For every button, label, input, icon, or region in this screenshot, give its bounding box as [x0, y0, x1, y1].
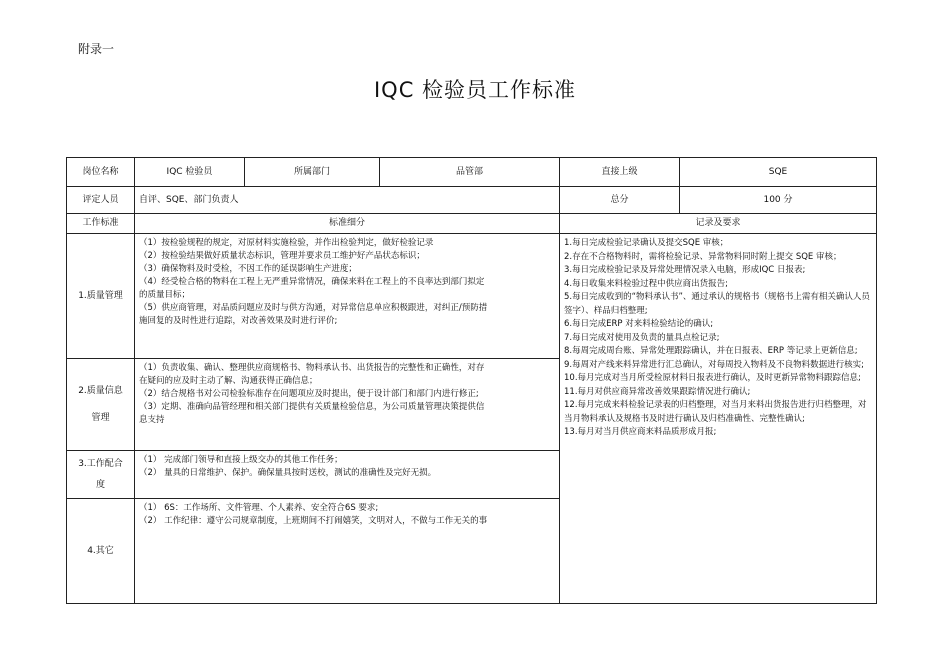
dept-value: 品管部 — [380, 158, 560, 187]
detail-item: （3）定期、准确向品管经理和相关部门提供有关质量检验信息，为公司质量管理决策提供信 — [139, 402, 485, 412]
category-cell — [67, 451, 135, 499]
total-value: 100 分 — [680, 187, 877, 214]
category-cell — [67, 359, 135, 451]
record-item: 4.每日收集来料检验过程中供应商出货报告; — [564, 278, 728, 289]
col-details: 标准细分 — [135, 214, 560, 234]
detail-item: （1）负责收集、确认、整理供应商规格书、物料承认书、出货报告的完整性和正确性，对存 — [139, 363, 485, 373]
category-cell: 1.质量管理 — [67, 234, 135, 359]
category-cell: 4.其它 — [67, 499, 135, 604]
record-item: 10.每月完成对当月所受检原材料日报表进行确认，及时更新异常物料跟踪信息; — [564, 373, 861, 383]
detail-item: （2） 工作纪律：遵守公司规章制度，上班期间不打闹嬉笑，文明对人，不做与工作无关的事 — [139, 516, 488, 526]
record-item: 12.每月完成来料检验记录表的归档整理，对当月来料出货报告进行归档整理，对当月物料承认及规格书及时进行确认及归档准确性、完整性确认; — [564, 400, 867, 424]
record-item: 5.每日完成收到的“物料承认书”、通过承认的规格书（规格书上需有相关确认人员签字）、样品归档整理; — [564, 292, 870, 316]
work-standard-table — [66, 157, 877, 604]
detail-item: （2）结合规格书对公司检验标准存在问题项应及时提出，便于设计部门和部门内进行修正; — [139, 389, 479, 399]
evaluator-value: 自评、SQE、部门负责人 — [135, 187, 560, 214]
header-row-1 — [67, 158, 877, 187]
record-item: 1.每日完成检验记录确认及提交SQE 审核； — [564, 238, 729, 248]
detail-item: （1） 6S：工作场所、文件管理、个人素养、安全符合6S 要求; — [139, 503, 379, 513]
post-value: IQC 检验员 — [135, 158, 245, 187]
detail-item: （2） 量具的日常维护、保护。确保量具按时送校，测试的准确性及完好无损。 — [139, 468, 437, 478]
detail-item: （5）供应商管理，对品质问题应及时与供方沟通，对异常信息单应积极跟进，对纠正/预防措 — [139, 303, 488, 313]
total-label: 总分 — [560, 187, 680, 214]
category-line: 3.工作配合 — [78, 458, 123, 469]
detail-item: 息支持 — [139, 415, 165, 425]
details-cell — [135, 451, 560, 499]
record-item: 2.存在不合格物料时，需将检验记录、异常物料同时附上提交 SQE 审核； — [564, 251, 842, 262]
details-cell — [135, 359, 560, 451]
superior-value: SQE — [680, 158, 877, 187]
col-standard: 工作标准 — [67, 214, 135, 234]
record-item: 11.每月对供应商异常改善效果跟踪情况进行确认; — [564, 386, 751, 397]
record-item: 13.每月对当月供应商来料品质形成月报; — [564, 427, 717, 437]
detail-item: （2）按检验结果做好质量状态标识，管理并要求员工维护好产品状态标识； — [139, 251, 425, 261]
appendix-label: 附录一 — [78, 42, 115, 56]
header-row-2 — [67, 187, 877, 214]
detail-item: 的质量目标； — [139, 290, 191, 300]
document-title: IQC 检验员工作标准 — [373, 78, 577, 102]
category-line: 管理 — [91, 412, 110, 423]
details-cell — [135, 234, 560, 359]
record-item: 3.每日完成检验记录及异常处理情况录入电脑，形成IQC 日报表; — [564, 265, 806, 275]
dept-label: 所属部门 — [245, 158, 380, 187]
detail-item: （4）经受检合格的物料在工程上无严重异常情况，确保来料在工程上的不良率达到部门拟定 — [139, 277, 485, 287]
row-quality-management — [67, 234, 877, 359]
record-item: 7.每日完成对使用及负责的量具点检记录; — [564, 332, 720, 343]
detail-item: （1） 完成部门领导和直接上级交办的其他工作任务； — [139, 455, 343, 465]
column-header-row — [67, 214, 877, 234]
col-records: 记录及要求 — [560, 214, 877, 234]
category-line: 度 — [95, 479, 105, 490]
detail-item: 施回复的及时性进行追踪，对改善效果及时进行评价; — [139, 316, 338, 326]
detail-item: （1）按检验规程的规定，对原材料实施检验，并作出检验判定，做好检验记录 — [139, 238, 434, 248]
category-line: 2.质量信息 — [78, 385, 123, 396]
post-label: 岗位名称 — [67, 158, 135, 187]
record-item: 6.每日完成ERP 对来料检验结论的确认; — [564, 319, 714, 329]
detail-item: （3）确保物料及时受检，不因工作的延误影响生产进度； — [139, 264, 357, 274]
records-cell — [560, 234, 877, 604]
detail-item: 在疑问的应及时主动了解、沟通获得正确信息； — [139, 376, 318, 386]
superior-label: 直接上级 — [560, 158, 680, 187]
evaluator-label: 评定人员 — [67, 187, 135, 214]
record-item: 8.每周完成周台账、异常处理跟踪确认，并在日报表、ERP 等记录上更新信息; — [564, 346, 858, 356]
details-cell — [135, 499, 560, 604]
record-item: 9.每周对产线来料异常进行汇总确认，对每周投入物料及不良物料数据进行核实; — [564, 359, 864, 370]
